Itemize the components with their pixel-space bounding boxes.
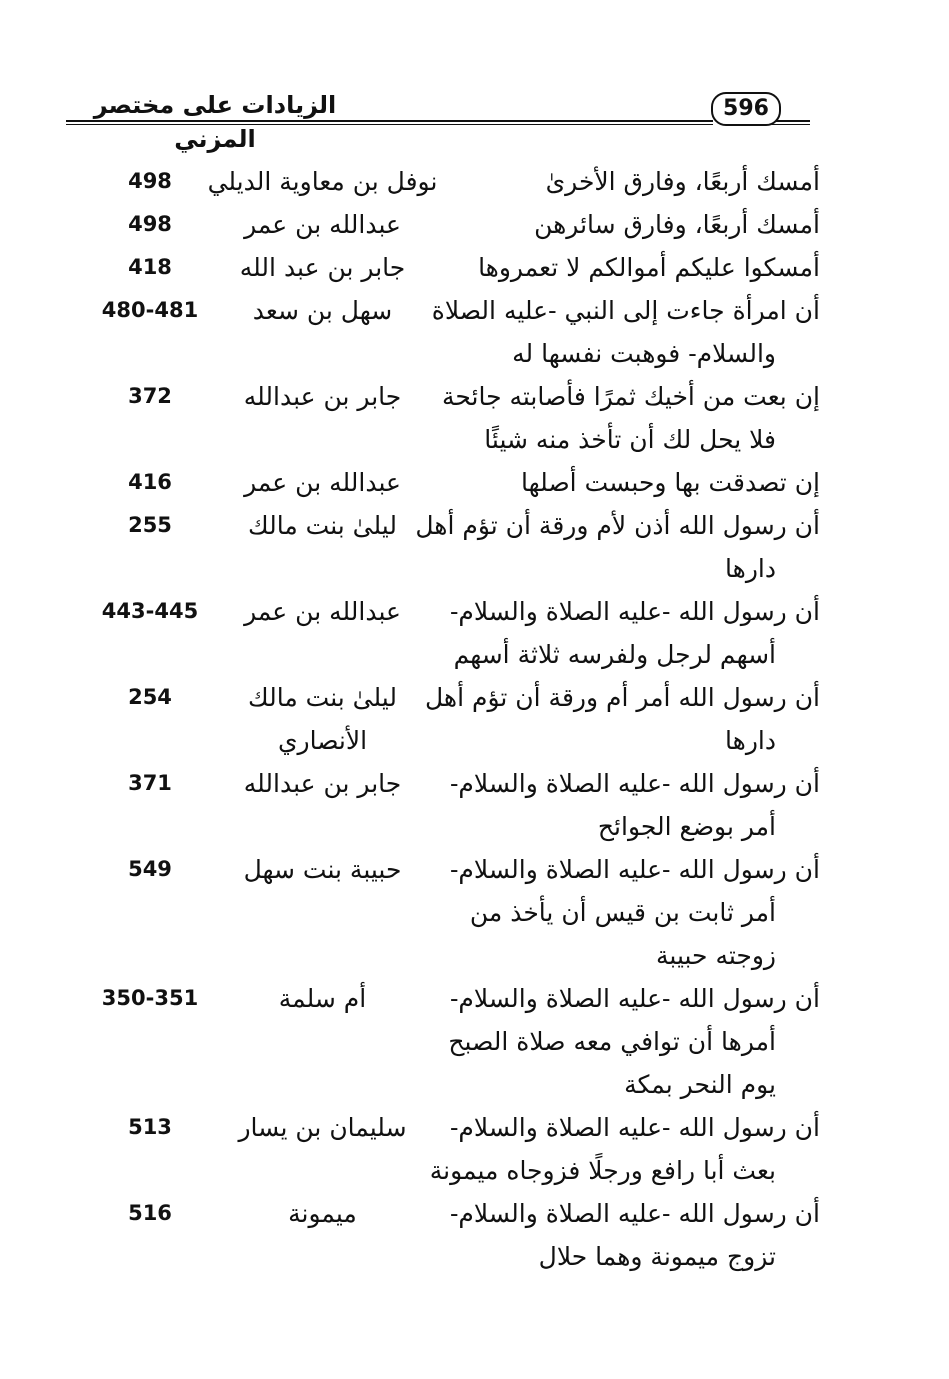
- hadith-text-line: أن رسول الله -عليه الصلاة والسلام-: [449, 769, 820, 798]
- hadith-text: [429, 1106, 820, 1192]
- hadith-text-line: أن رسول الله -عليه الصلاة والسلام-: [449, 597, 820, 626]
- hadith-text-line: دارها: [725, 726, 776, 755]
- hadith-text-line: إن تصدقت بها وحبست أصلها: [521, 468, 820, 497]
- hadith-text: [425, 676, 820, 762]
- narrator: [205, 375, 440, 418]
- hadith-text-line: يوم النحر بمكة: [624, 1070, 776, 1099]
- index-entry: [0, 1192, 949, 1278]
- hadith-text: [440, 590, 820, 676]
- narrator-line: سهل بن سعد: [252, 296, 393, 325]
- hadith-text-line: أمر بوضع الجوائح: [597, 812, 776, 841]
- narrator: [205, 848, 440, 891]
- hadith-text-line: أمسك أربعًا، وفارق الأخرىٰ: [545, 167, 820, 196]
- index-entry: [0, 289, 949, 375]
- hadith-text-line: أن رسول الله -عليه الصلاة والسلام-: [449, 855, 820, 884]
- index-entry: [0, 504, 949, 590]
- page-reference: 498: [128, 169, 172, 193]
- narrator-line: عبدالله بن عمر: [244, 210, 401, 239]
- index-entry: [0, 375, 949, 461]
- hadith-text: [431, 289, 820, 375]
- hadith-text-line: أن رسول الله أمر أم ورقة أن تؤم أهل: [425, 683, 820, 712]
- page-reference: 418: [128, 255, 172, 279]
- index-entry: [0, 1106, 949, 1192]
- page-reference: 371: [128, 771, 172, 795]
- page-number: 596: [711, 92, 781, 126]
- hadith-text-line: أمرها أن توافي معه صلاة الصبح: [448, 1027, 776, 1056]
- hadith-text: [415, 504, 820, 590]
- hadith-text-line: أمسك أربعًا، وفارق سائرهن: [534, 210, 820, 239]
- narrator-line: حبيبة بنت سهل: [243, 855, 402, 884]
- narrator: [205, 160, 440, 203]
- narrator: [205, 1192, 440, 1235]
- hadith-text-line: أسهم لرجل ولفرسه ثلاثة أسهم: [453, 640, 776, 669]
- hadith-text: [440, 246, 820, 289]
- narrator: [205, 1106, 440, 1149]
- hadith-text-line: أن رسول الله -عليه الصلاة والسلام-: [449, 1199, 820, 1228]
- narrator: [205, 461, 440, 504]
- index-entry: [0, 848, 949, 977]
- narrator: [205, 289, 440, 332]
- hadith-text: [440, 1192, 820, 1278]
- page-reference: 416: [128, 470, 172, 494]
- hadith-text: [440, 848, 820, 977]
- page-reference: 254: [128, 685, 172, 709]
- narrator: [205, 246, 440, 289]
- narrator-line: سليمان بن يسار: [238, 1113, 407, 1142]
- hadith-text-line: أن امرأة جاءت إلى النبي -عليه الصلاة: [431, 296, 820, 325]
- index-entry: [0, 203, 949, 246]
- narrator-line: جابر بن عبدالله: [243, 769, 402, 798]
- narrator: [205, 762, 440, 805]
- page-reference: 513: [128, 1115, 172, 1139]
- narrator-line: جابر بن عبد الله: [239, 253, 406, 282]
- index-entry: [0, 977, 949, 1106]
- index-entry: [0, 762, 949, 848]
- index-entry: [0, 246, 949, 289]
- narrator-line: الأنصاري: [277, 726, 368, 755]
- narrator: [205, 676, 440, 762]
- hadith-text: [440, 203, 820, 246]
- narrator: [205, 504, 440, 547]
- hadith-text: [440, 977, 820, 1106]
- hadith-text-line: فلا يحل لك أن تأخذ منه شيئًا: [484, 425, 776, 454]
- hadith-text: [440, 762, 820, 848]
- narrator-line: عبدالله بن عمر: [244, 468, 401, 497]
- page-reference: 443-445: [101, 599, 199, 623]
- hadith-text-line: والسلام- فوهبت نفسها له: [512, 339, 776, 368]
- hadith-text-line: دارها: [725, 554, 776, 583]
- narrator-line: ليلىٰ بنت مالك: [248, 683, 397, 712]
- page-reference: 480-481: [101, 298, 199, 322]
- hadith-text-line: أن رسول الله -عليه الصلاة والسلام-: [449, 1113, 820, 1142]
- page-reference: 372: [128, 384, 172, 408]
- page-reference: 549: [128, 857, 172, 881]
- hadith-text-line: أمسكوا عليكم أموالكم لا تعمروها: [478, 253, 820, 282]
- index-entry: [0, 160, 949, 203]
- header-rule-right: [772, 120, 810, 125]
- page-reference: 255: [128, 513, 172, 537]
- narrator-line: نوفل بن معاوية الديلي: [207, 167, 438, 196]
- page-reference: 350-351: [101, 986, 199, 1010]
- index-entry: [0, 676, 949, 762]
- hadith-index-list: [0, 160, 949, 1278]
- hadith-text-line: إن بعت من أخيك ثمرًا فأصابته جائحة: [441, 382, 820, 411]
- hadith-text-line: تزوج ميمونة وهما حلال: [538, 1242, 776, 1271]
- index-entry: [0, 461, 949, 504]
- hadith-text-line: أن رسول الله -عليه الصلاة والسلام-: [449, 984, 820, 1013]
- page-reference: 516: [128, 1201, 172, 1225]
- narrator-line: جابر بن عبدالله: [243, 382, 402, 411]
- narrator-line: عبدالله بن عمر: [244, 597, 401, 626]
- header-rule: [66, 120, 713, 125]
- hadith-text-line: أن رسول الله أذن لأم ورقة أن تؤم أهل: [415, 511, 820, 540]
- hadith-text: [440, 375, 820, 461]
- narrator: [205, 203, 440, 246]
- hadith-text-line: أمر ثابت بن قيس أن يأخذ من: [469, 898, 776, 927]
- book-title: الزيادات على مختصر المزني: [93, 91, 337, 153]
- narrator: [205, 590, 440, 633]
- narrator-line: ليلىٰ بنت مالك: [248, 511, 397, 540]
- hadith-text: [440, 461, 820, 504]
- narrator-line: ميمونة: [288, 1199, 357, 1228]
- narrator: [205, 977, 440, 1020]
- hadith-text-line: بعث أبا رافع ورجلًا فزوجاه ميمونة: [429, 1156, 776, 1185]
- narrator-line: أم سلمة: [278, 984, 367, 1013]
- index-entry: [0, 590, 949, 676]
- hadith-text-line: زوجته حبيبة: [656, 941, 776, 970]
- hadith-text: [440, 160, 820, 203]
- page-reference: 498: [128, 212, 172, 236]
- page-header: [66, 88, 810, 153]
